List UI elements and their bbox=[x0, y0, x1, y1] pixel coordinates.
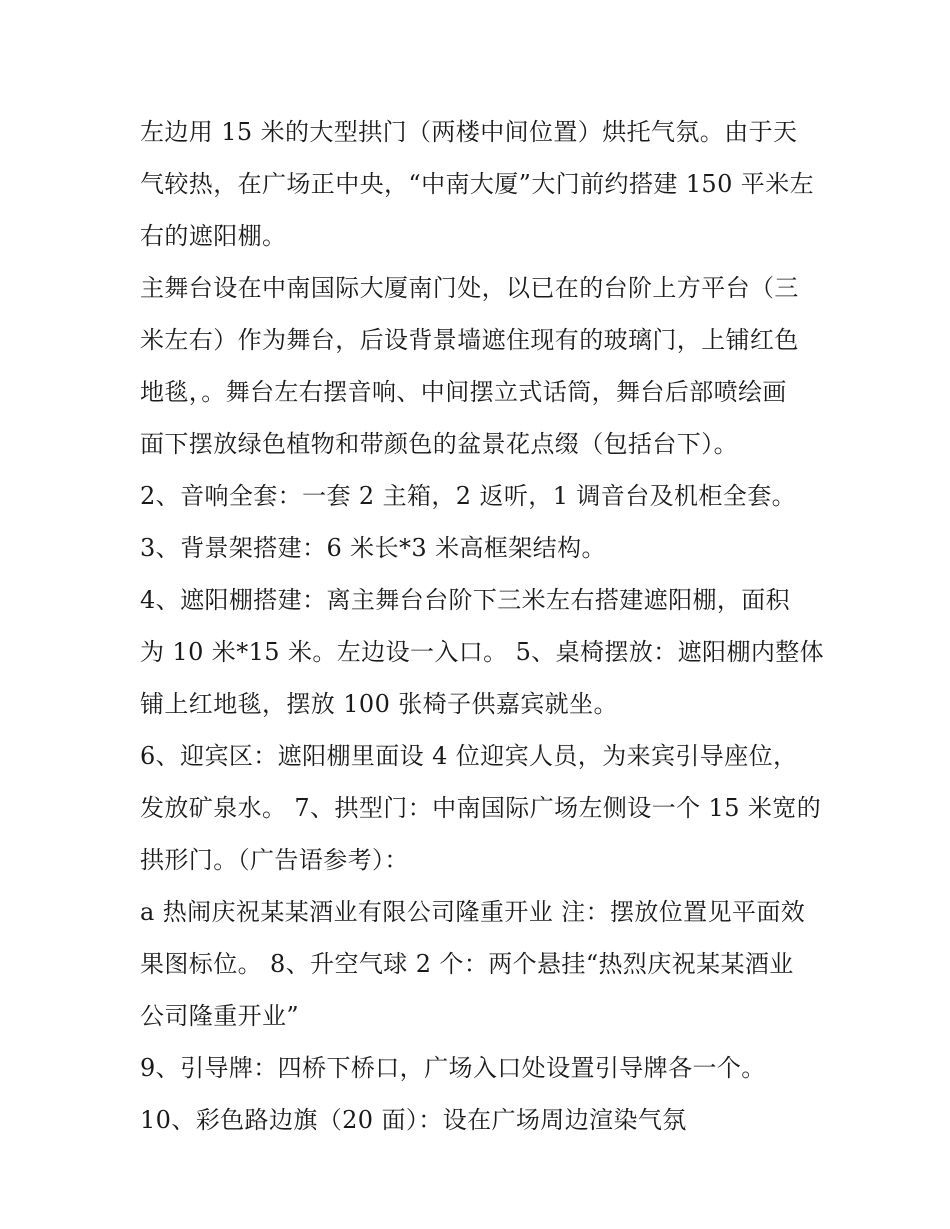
text-line: 左边用 15 米的大型拱门（两楼中间位置）烘托气氛。由于天 bbox=[140, 118, 798, 146]
text-line: 3、背景架搭建：6 米长*3 米高框架结构。 bbox=[140, 534, 606, 562]
text-line: 10、彩色路边旗（20 面）：设在广场周边渲染气氛 bbox=[140, 1106, 687, 1134]
text-line: 4、遮阳棚搭建：离主舞台台阶下三米左右搭建遮阳棚，面积 bbox=[140, 586, 791, 614]
text-line: 面下摆放绿色植物和带颜色的盆景花点缀（包括台下）。 bbox=[140, 430, 738, 458]
text-line: 发放矿泉水。 7、拱型门：中南国际广场左侧设一个 15 米宽的 bbox=[140, 794, 822, 822]
document-body bbox=[140, 106, 825, 1146]
text-line: 铺上红地毯，摆放 100 张椅子供嘉宾就坐。 bbox=[140, 690, 618, 718]
text-line: 公司隆重开业” bbox=[140, 1002, 300, 1030]
text-line: 气较热，在广场正中央，“中南大厦”大门前约搭建 150 平米左 bbox=[140, 170, 815, 198]
text-line: 果图标位。 8、升空气球 2 个：两个悬挂“热烈庆祝某某酒业 bbox=[140, 950, 794, 978]
text-line: 2、音响全套：一套 2 主箱，2 返听，1 调音台及机柜全套。 bbox=[140, 482, 796, 510]
text-line: 右的遮阳棚。 bbox=[140, 222, 287, 250]
text-line: 主舞台设在中南国际大厦南门处，以已在的台阶上方平台（三 bbox=[140, 274, 799, 302]
text-line: 米左右）作为舞台，后设背景墙遮住现有的玻璃门，上铺红色 bbox=[140, 326, 799, 354]
text-line: 地毯，。舞台左右摆音响、中间摆立式话筒，舞台后部喷绘画 bbox=[140, 378, 787, 406]
text-line: a 热闹庆祝某某酒业有限公司隆重开业 注：摆放位置见平面效 bbox=[140, 898, 806, 926]
text-line: 9、引导牌：四桥下桥口，广场入口处设置引导牌各一个。 bbox=[140, 1054, 766, 1082]
text-line: 为 10 米*15 米。左边设一入口。 5、桌椅摆放：遮阳棚内整体 bbox=[140, 638, 825, 666]
text-line: 拱形门。（广告语参考）： bbox=[140, 846, 409, 874]
text-line: 6、迎宾区：遮阳棚里面设 4 位迎宾人员，为来宾引导座位， bbox=[140, 742, 798, 770]
